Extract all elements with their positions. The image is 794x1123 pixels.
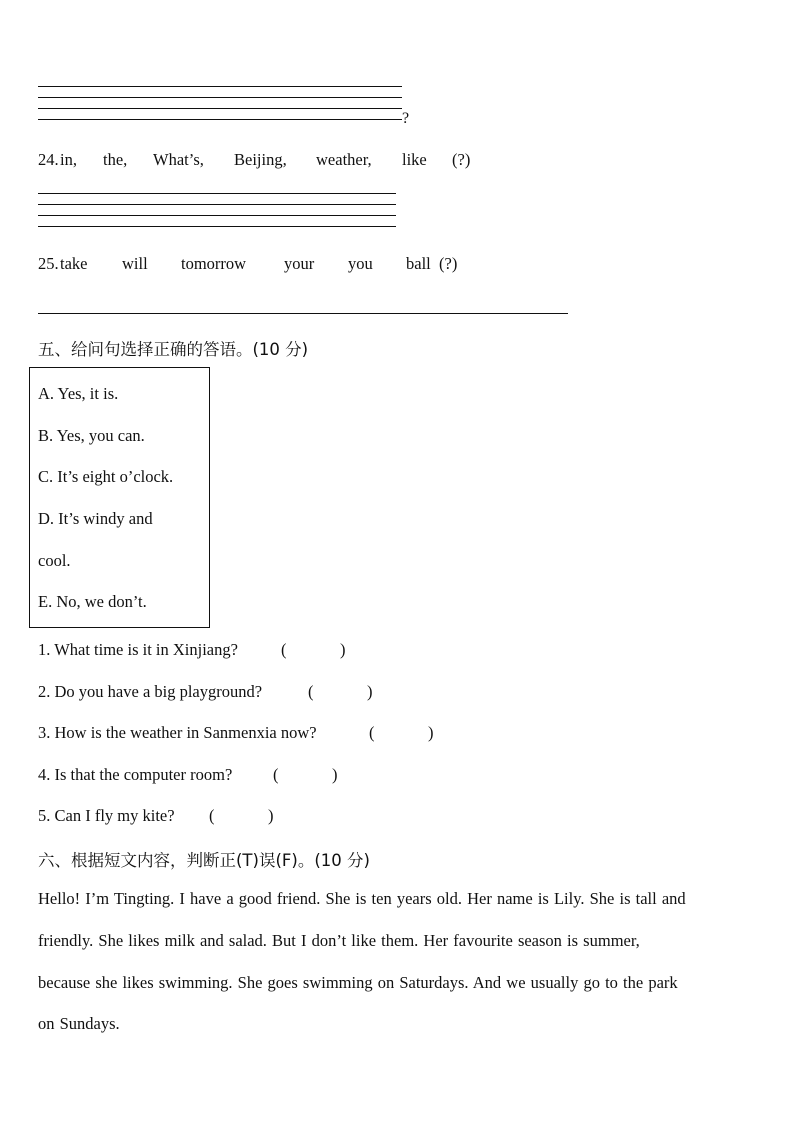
passage-line: because she likes swimming. She goes swimming on Saturdays. And we usually go to the park	[38, 973, 678, 992]
option-d: D. It’s windy and	[38, 509, 153, 528]
scrambled-word: the,	[103, 150, 128, 169]
scrambled-word: will	[122, 254, 148, 273]
option-e: E. No, we don’t.	[38, 592, 147, 611]
answer-line	[38, 86, 402, 87]
scrambled-word: you	[348, 254, 373, 273]
question-4: 4. Is that the computer room?	[38, 765, 233, 784]
option-c: C. It’s eight o’clock.	[38, 467, 174, 486]
option-b: B. Yes, you can.	[38, 426, 145, 445]
answer-paren-open: (	[209, 806, 215, 825]
question-2: 2. Do you have a big playground?	[38, 682, 263, 701]
option-a: A. Yes, it is.	[38, 384, 119, 403]
question-5: 5. Can I fly my kite?	[38, 806, 175, 825]
scrambled-word: ball	[406, 254, 431, 273]
scrambled-word: your	[284, 254, 315, 273]
scrambled-word: What’s,	[153, 150, 204, 169]
scrambled-word: (?)	[439, 254, 458, 273]
answer-line-q25	[38, 313, 568, 314]
answer-line	[38, 193, 396, 194]
options-box	[29, 367, 210, 628]
scrambled-word: like	[402, 150, 427, 169]
answer-line	[38, 108, 402, 109]
answer-paren-close: )	[367, 682, 373, 701]
answer-paren-open: (	[308, 682, 314, 701]
scrambled-word: (?)	[452, 150, 471, 169]
section-6-heading: 六、根据短文内容，判断正(T)误(F)。(10 分)	[38, 851, 370, 870]
answer-paren-close: )	[428, 723, 434, 742]
scrambled-word: take	[60, 254, 88, 273]
answer-paren-open: (	[281, 640, 287, 659]
passage-line: friendly. She likes milk and salad. But I don’t like them. Her favourite season is summer,	[38, 931, 640, 950]
scrambled-word: tomorrow	[181, 254, 247, 273]
answer-line	[38, 119, 402, 120]
question-number: 24.	[38, 150, 59, 169]
answer-paren-close: )	[332, 765, 338, 784]
answer-line	[38, 204, 396, 205]
answer-line	[38, 226, 396, 227]
question-number: 25.	[38, 254, 59, 273]
option-d-continued: cool.	[38, 551, 71, 570]
answer-paren-close: )	[340, 640, 346, 659]
answer-line	[38, 97, 402, 98]
question-mark: ?	[402, 110, 410, 127]
answer-paren-open: (	[369, 723, 375, 742]
answer-paren-close: )	[268, 806, 274, 825]
scrambled-word: weather,	[316, 150, 372, 169]
answer-paren-open: (	[273, 765, 279, 784]
section-5-heading: 五、给问句选择正确的答语。(10 分)	[38, 340, 309, 359]
answer-line	[38, 215, 396, 216]
passage-line: Hello! I’m Tingting. I have a good friend. She is ten years old. Her name is Lily. She is tall and	[38, 889, 686, 908]
passage-line: on Sundays.	[38, 1014, 120, 1033]
question-3: 3. How is the weather in Sanmenxia now?	[38, 723, 317, 742]
scrambled-word: Beijing,	[234, 150, 287, 169]
question-1: 1. What time is it in Xinjiang?	[38, 640, 238, 659]
scrambled-word: in,	[60, 150, 77, 169]
